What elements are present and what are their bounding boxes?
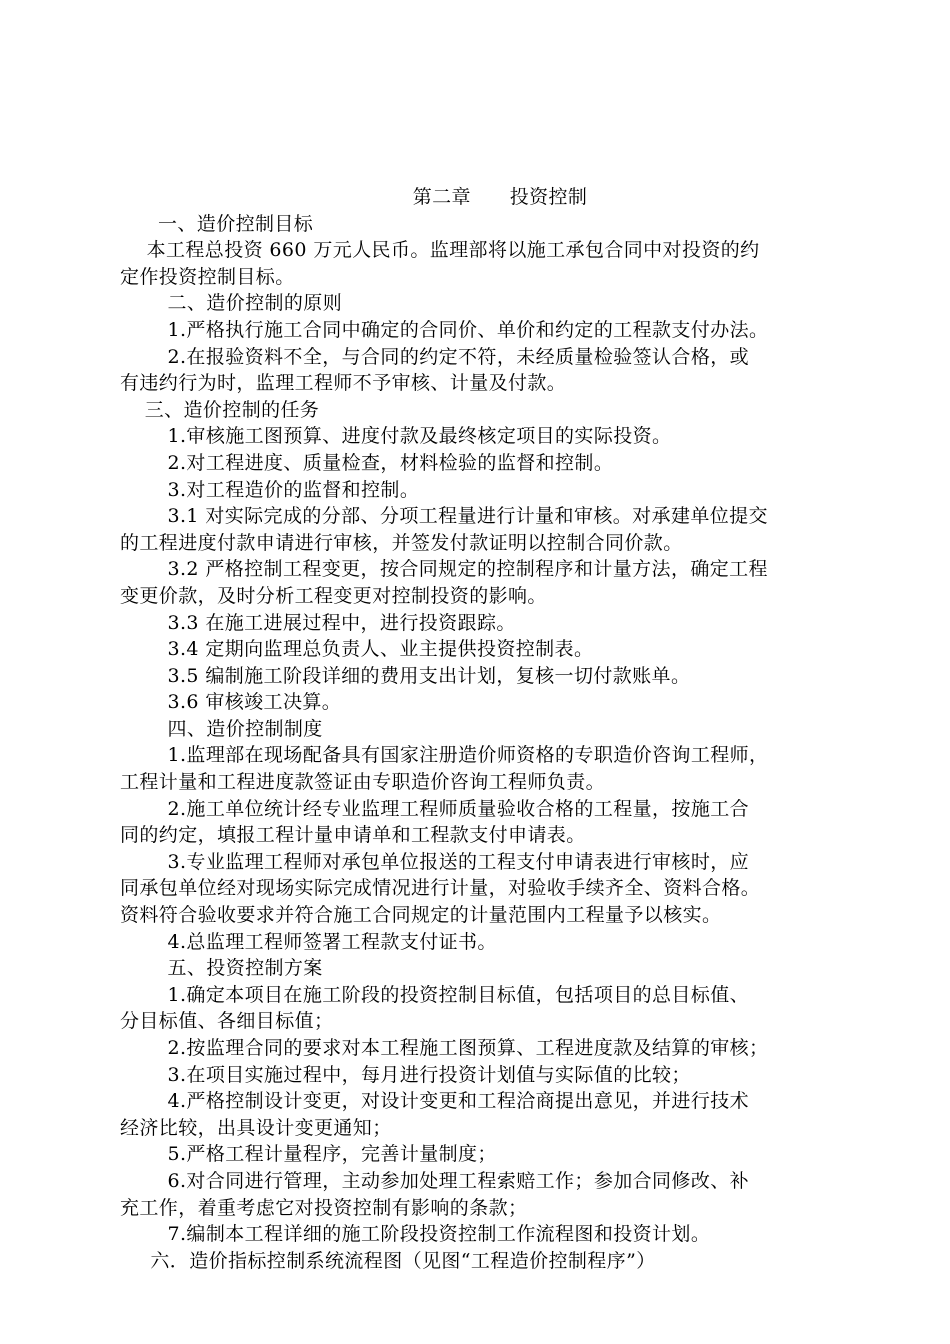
- text-line: 7.编制本工程详细的施工阶段投资控制工作流程图和投资计划。: [167, 1223, 711, 1246]
- text-line: 3.在项目实施过程中，每月进行投资计划值与实际值的比较；: [167, 1063, 691, 1086]
- text-line: 4.总监理工程师签署工程款支付证书。: [167, 930, 497, 953]
- text-line: 4.严格控制设计变更，对设计变更和工程洽商提出意见，并进行技术: [167, 1090, 750, 1113]
- text-line: 5.严格工程计量程序，完善计量制度；: [167, 1143, 497, 1166]
- text-line: 三、造价控制的任务: [144, 398, 320, 421]
- text-line: 变更价款，及时分析工程变更对控制投资的影响。: [120, 584, 547, 607]
- text-line: 2.按监理合同的要求对本工程施工图预算、工程进度款及结算的审核；: [167, 1037, 769, 1059]
- text-line: 二、造价控制的原则: [167, 292, 343, 315]
- text-line: 6.对合同进行管理，主动参加处理工程索赔工作；参加合同修改、补: [167, 1169, 750, 1192]
- text-line: 3.对工程造价的监督和控制。: [167, 478, 420, 501]
- text-line: 1.确定本项目在施工阶段的投资控制目标值，包括项目的总目标值、: [167, 983, 750, 1006]
- document-body: [120, 184, 860, 1274]
- text-line: 分目标值、各细目标值；: [120, 1010, 334, 1033]
- text-line: 3.3 在施工进展过程中，进行投资跟踪。: [167, 611, 516, 634]
- text-line: 工程计量和工程进度款签证由专职造价咨询工程师负责。: [120, 771, 606, 794]
- text-line: 1.监理部在现场配备具有国家注册造价师资格的专职造价咨询工程师，: [167, 744, 769, 767]
- text-line: 一、造价控制目标: [158, 212, 314, 235]
- text-line: 2.对工程进度、质量检查，材料检验的监督和控制。: [167, 451, 614, 474]
- chapter-title: 第二章 投资控制: [412, 186, 588, 208]
- text-line: 资料符合验收要求并符合施工合同规定的计量范围内工程量予以核实。: [120, 904, 722, 927]
- text-line: 3.1 对实际完成的分部、分项工程量进行计量和审核。对承建单位提交: [167, 505, 768, 528]
- text-line: 本工程总投资 660 万元人民币。监理部将以施工承包合同中对投资的约: [146, 239, 760, 262]
- text-line: 1.审核施工图预算、进度付款及最终核定项目的实际投资。: [167, 425, 672, 448]
- text-line: 2.在报验资料不全，与合同的约定不符，未经质量检验签认合格，或: [167, 345, 750, 368]
- text-line: 经济比较，出具设计变更通知；: [120, 1116, 392, 1139]
- text-line: 1.严格执行施工合同中确定的合同价、单价和约定的工程款支付办法。: [167, 318, 769, 341]
- text-line: 有违约行为时，监理工程师不予审核、计量及付款。: [120, 372, 567, 395]
- text-line: 同的约定，填报工程计量申请单和工程款支付申请表。: [120, 824, 586, 847]
- text-line: 五、投资控制方案: [167, 957, 323, 980]
- text-line: 四、造价控制制度: [167, 717, 323, 740]
- text-line: 3.2 严格控制工程变更，按合同规定的控制程序和计量方法，确定工程: [167, 558, 768, 581]
- text-line: 3.4 定期向监理总负责人、业主提供投资控制表。: [167, 638, 594, 661]
- text-line: 六．造价指标控制系统流程图（见图“工程造价控制程序”）: [150, 1249, 656, 1272]
- text-line: 定作投资控制目标。: [120, 265, 295, 288]
- text-line: 的工程进度付款申请进行审核，并签发付款证明以控制合同价款。: [120, 531, 683, 554]
- text-line: 3.专业监理工程师对承包单位报送的工程支付申请表进行审核时，应: [167, 850, 750, 873]
- text-line: 同承包单位经对现场实际完成情况进行计量，对验收手续齐全、资料合格。: [120, 877, 761, 900]
- text-line: 3.5 编制施工阶段详细的费用支出计划，复核一切付款账单。: [167, 664, 691, 687]
- text-line: 3.6 审核竣工决算。: [167, 691, 342, 714]
- text-line: 2.施工单位统计经专业监理工程师质量验收合格的工程量，按施工合: [167, 797, 750, 820]
- text-line: 充工作，着重考虑它对投资控制有影响的条款；: [120, 1196, 528, 1219]
